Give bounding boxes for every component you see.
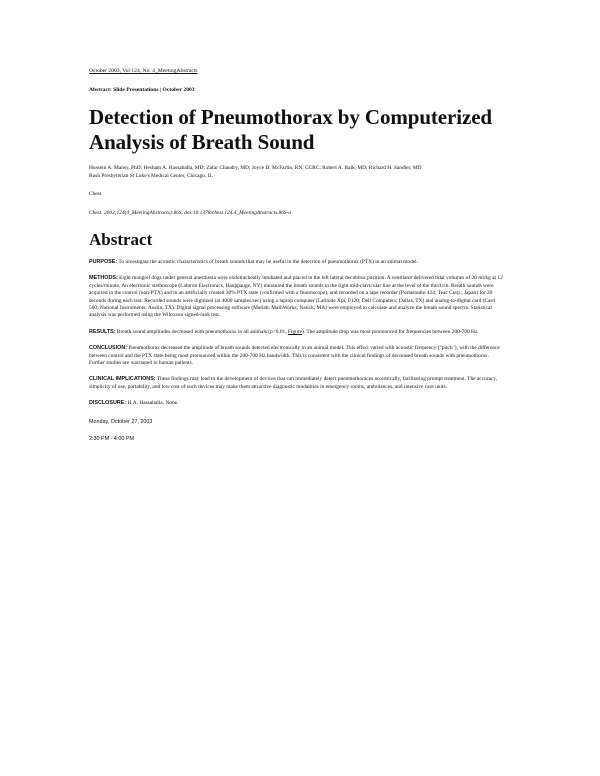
conclusion-paragraph: [89, 345, 504, 367]
abstract-heading: Abstract: [89, 230, 153, 249]
results-text-after: ). The amplitude drop was most pronounced for frequencies between 200-700 Hz.: [302, 328, 479, 335]
journal-issue-link[interactable]: October 2003, Vol 124, No. 4_MeetingAbstracts: [89, 68, 198, 74]
disclosure-text: H.A. Hassaballa, None.: [126, 400, 179, 407]
implications-text: These findings may lead to the development of devices that can immediately detect pneumothoraces acoustically, facilitating prompt treatment. The accuracy, simplicity of use, portability, and low cost of such devices may make them attractive diagnostic modalities in emergency rooms, ambulances, and intensive care units.: [89, 376, 498, 390]
purpose-label: PURPOSE:: [89, 259, 118, 265]
implications-paragraph: [89, 376, 504, 391]
section-line: Abstract: Slide Presentations | October 2003: [89, 87, 195, 93]
results-text-before: Breath sound amplitudes decreased with pneumothorax in all animals (p<0.01,: [115, 328, 288, 335]
article-category: Chest: [89, 191, 102, 197]
author-block: [89, 165, 504, 180]
affiliation: Rush Presbyterian St Luke's Medical Center, Chicago, IL: [89, 172, 213, 179]
article-title: Detection of Pneumothorax by Computerized Analysis of Breath Sound: [89, 105, 493, 154]
purpose-paragraph: [89, 259, 504, 266]
methods-label: METHODS:: [89, 275, 118, 282]
results-label: RESULTS:: [89, 328, 116, 335]
disclosure-paragraph: [89, 400, 504, 407]
author-list: Hussein A. Mansy, PhD; Hesham A. Hassaballa, MD; Zafar Chaudry, MD; Joyce D. McFarlin, RN, CCRC; Robert A. Balk, MD; Richard H. Sandler, MD: [89, 165, 422, 171]
conclusion-label: CONCLUSION:: [89, 345, 128, 352]
article-content: [89, 68, 509, 443]
purpose-text: To investigate the acoustic characteristics of breath sounds that may be useful in the detection of pneumothorax (PTX) in an animal model.: [117, 259, 419, 265]
methods-text: Eight mongrel dogs under general anesthesia were endotracheally intubated and placed in the left lateral decubitus position. A ventilator delivered tidal volumes of 20 ml/kg at 12 cycles/minute. An electronic stethoscope (Labtron Electronics, Hauppauge, NY) measured the breath sounds in the right mid-clavicular line at the level of the third rib. Breath sounds were acquired in the control (non-PTX) and in an artificially created 30% PTX state (confirmed with a fluoroscope), and recorded on a tape recorder (Portastudio 424; Teac Corp., Japan) for 20 seconds during each test. Recorded sounds were digitized (at 4000 samples/sec) using a laptop computer (Latitude Xpi, P120; Dell Computers; Dallas, TX) and analog-to-digital card (Card 500; National Instruments; Austin, TX). Digital signal processing software (Matlab; MathWorks; Natick, MA) were employed to calculate and analyze the breath sound spectra. Statistical analysis was performed using the Wilcoxon signed-rank test.: [89, 275, 503, 319]
methods-paragraph: [89, 275, 504, 319]
disclosure-label: DISCLOSURE:: [89, 400, 127, 407]
citation-text: Chest. 2003;124(4_MeetingAbstracts):86S. doi:10.1378/chest.124.4_MeetingAbstracts.86S-a: [89, 210, 292, 216]
citation: [89, 210, 509, 217]
implications-label: CLINICAL IMPLICATIONS:: [89, 376, 156, 383]
session-date: Monday, October 27, 2003: [89, 418, 153, 425]
results-paragraph: [89, 329, 504, 336]
session-time: 2:30 PM - 4:00 PM: [89, 435, 134, 442]
conclusion-text: Pneumothorax decreased the amplitude of breath sounds detected electronically in an animal model. This effect varied with acoustic frequency ("pitch"), with the difference between control and the PTX state being most pronounced within the 200-700 Hz bandwidth. This is consistent with the clinical findings of decreased breath sounds with pneumothorax. Further studies are warranted in human patients.: [89, 345, 500, 367]
figure-link[interactable]: Figure: [287, 328, 302, 335]
